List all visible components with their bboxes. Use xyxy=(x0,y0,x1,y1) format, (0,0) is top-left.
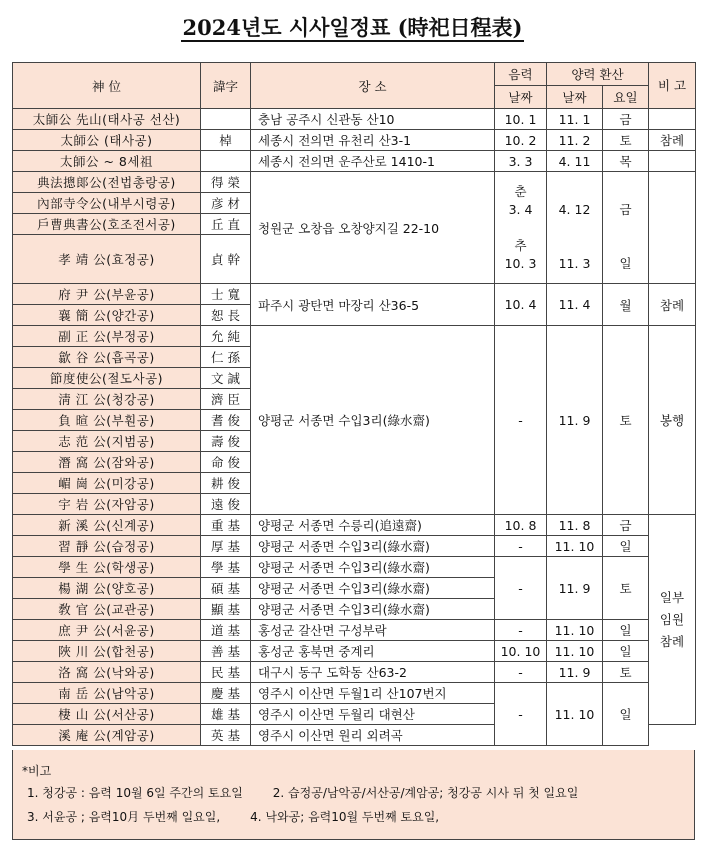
hwi-cell: 仁 孫 xyxy=(201,347,251,368)
place-cell: 영주시 이산면 두월1리 산107번지 xyxy=(251,683,495,704)
lunar-cell: 10. 1 xyxy=(495,109,547,130)
shinwi-cell: 學 生 公(학생공) xyxy=(13,557,201,578)
table-row xyxy=(13,109,696,130)
spring-solar: 4. 12 xyxy=(558,201,591,217)
lunar-cell: - xyxy=(495,662,547,683)
hwi-cell: 厚 基 xyxy=(201,536,251,557)
note-2: 2. 습정공/남악공/서산공/계암공; 청강공 시사 뒤 첫 일요일 xyxy=(272,786,579,800)
place-cell: 양평군 서종면 수입3리(綠水齋) xyxy=(251,599,495,620)
hwi-cell: 士 寬 xyxy=(201,284,251,305)
note-4: 4. 낙와공; 음력10월 두번째 토요일, xyxy=(250,810,440,824)
weekday-cell: 일 xyxy=(603,683,649,746)
lunar-cell: 3. 3 xyxy=(495,151,547,172)
shinwi-cell: 太師公 先山(태사공 선산) xyxy=(13,109,201,130)
solar-cell: 11. 9 xyxy=(547,557,603,620)
solar-cell: 11. 10 xyxy=(547,620,603,641)
hwi-cell: 善 基 xyxy=(201,641,251,662)
table-row xyxy=(13,284,696,305)
hwi-cell: 重 基 xyxy=(201,515,251,536)
hwi-cell: 丘 直 xyxy=(201,214,251,235)
shinwi-cell: 襄 簡 公(양간공) xyxy=(13,305,201,326)
hwi-cell: 民 基 xyxy=(201,662,251,683)
hwi-cell: 遠 俊 xyxy=(201,494,251,515)
note-cell: 참례 xyxy=(649,130,696,151)
autumn-day: 일 xyxy=(619,255,632,271)
place-cell: 홍성군 홍북면 중계리 xyxy=(251,641,495,662)
place-cell: 홍성군 갈산면 구성부락 xyxy=(251,620,495,641)
solar-cell: 11. 10 xyxy=(547,536,603,557)
note-cell xyxy=(649,109,696,130)
solar-cell xyxy=(547,172,603,284)
lunar-cell: - xyxy=(495,620,547,641)
shinwi-cell: 習 靜 公(습정공) xyxy=(13,536,201,557)
note-line: 임원 xyxy=(659,611,685,627)
solar-cell: 11. 1 xyxy=(547,109,603,130)
table-row xyxy=(13,151,696,172)
shinwi-cell: 庶 尹 公(서윤공) xyxy=(13,620,201,641)
place-cell: 파주시 광탄면 마장리 산36-5 xyxy=(251,284,495,326)
shinwi-cell: 潛 窩 公(잠와공) xyxy=(13,452,201,473)
hwi-cell: 顯 基 xyxy=(201,599,251,620)
hwi-cell: 允 純 xyxy=(201,326,251,347)
col-lunar-date: 날짜 xyxy=(495,86,547,109)
table-row xyxy=(13,683,696,704)
shinwi-cell: 歙 谷 公(흡곡공) xyxy=(13,347,201,368)
col-note: 비 고 xyxy=(649,63,696,109)
note-cell: 봉행 xyxy=(649,326,696,515)
table-row xyxy=(13,662,696,683)
shinwi-cell: 孝 靖 公(효정공) xyxy=(13,235,201,284)
shinwi-cell: 內部寺令公(내부시령공) xyxy=(13,193,201,214)
solar-cell: 4. 11 xyxy=(547,151,603,172)
hwi-cell xyxy=(201,109,251,130)
table-row xyxy=(13,172,696,193)
schedule-table xyxy=(12,62,696,746)
col-solar: 양력 환산 xyxy=(547,63,649,86)
shinwi-cell: 戶曹典書公(호조전서공) xyxy=(13,214,201,235)
hwi-cell: 貞 幹 xyxy=(201,235,251,284)
lunar-cell: 10. 2 xyxy=(495,130,547,151)
table-row xyxy=(13,536,696,557)
shinwi-cell: 溪 庵 公(계암공) xyxy=(13,725,201,746)
hwi-cell: 恕 長 xyxy=(201,305,251,326)
lunar-cell: 10. 10 xyxy=(495,641,547,662)
solar-cell: 11. 8 xyxy=(547,515,603,536)
hwi-cell: 道 基 xyxy=(201,620,251,641)
hwi-cell: 耆 俊 xyxy=(201,410,251,431)
shinwi-cell: 南 岳 公(남악공) xyxy=(13,683,201,704)
shinwi-cell: 楊 湖 公(양호공) xyxy=(13,578,201,599)
place-cell: 양평군 서종면 수입3리(綠水齋) xyxy=(251,536,495,557)
note-line: 참례 xyxy=(659,633,685,649)
table-row xyxy=(13,641,696,662)
shinwi-cell: 典法摠郞公(전법총랑공) xyxy=(13,172,201,193)
weekday-cell xyxy=(603,172,649,284)
hwi-cell: 棹 xyxy=(201,130,251,151)
hwi-cell: 學 基 xyxy=(201,557,251,578)
shinwi-cell: 太師公 ~ 8세祖 xyxy=(13,151,201,172)
weekday-cell: 토 xyxy=(603,130,649,151)
note-cell xyxy=(649,151,696,172)
shinwi-cell: 嵋 崗 公(미강공) xyxy=(13,473,201,494)
note-1: 1. 청강공 : 음력 10월 6일 주간의 토요일 xyxy=(27,786,243,800)
note-line: 일부 xyxy=(659,589,685,605)
col-shinwi: 神 位 xyxy=(13,63,201,109)
place-cell: 대구시 동구 도학동 산63-2 xyxy=(251,662,495,683)
hwi-cell: 碩 基 xyxy=(201,578,251,599)
table-row xyxy=(13,557,696,578)
place-cell: 세종시 전의면 유천리 산3-1 xyxy=(251,130,495,151)
shinwi-cell: 敎 官 公(교관공) xyxy=(13,599,201,620)
notes-title: *비고 xyxy=(22,764,52,778)
solar-cell: 11. 10 xyxy=(547,641,603,662)
weekday-cell: 일 xyxy=(603,641,649,662)
hwi-cell: 雄 基 xyxy=(201,704,251,725)
hwi-cell: 命 俊 xyxy=(201,452,251,473)
table-row xyxy=(13,130,696,151)
shinwi-cell: 志 范 公(지범공) xyxy=(13,431,201,452)
autumn-solar: 11. 3 xyxy=(558,255,591,271)
place-cell: 영주시 이산면 두월리 대현산 xyxy=(251,704,495,725)
weekday-cell: 토 xyxy=(603,557,649,620)
shinwi-cell: 副 正 公(부정공) xyxy=(13,326,201,347)
hwi-cell: 濟 臣 xyxy=(201,389,251,410)
place-cell: 양평군 서종면 수입3리(綠水齋) xyxy=(251,326,495,515)
shinwi-cell: 洛 窩 公(낙와공) xyxy=(13,662,201,683)
notes-section xyxy=(12,750,695,840)
hwi-cell: 耕 俊 xyxy=(201,473,251,494)
hwi-cell: 彦 材 xyxy=(201,193,251,214)
shinwi-cell: 陜 川 公(합천공) xyxy=(13,641,201,662)
weekday-cell: 금 xyxy=(603,109,649,130)
solar-cell: 11. 9 xyxy=(547,662,603,683)
hwi-cell: 慶 基 xyxy=(201,683,251,704)
place-cell: 청원군 오창읍 오창양지길 22-10 xyxy=(251,172,495,284)
col-place: 장 소 xyxy=(251,63,495,109)
note-cell xyxy=(649,515,696,725)
weekday-cell: 토 xyxy=(603,662,649,683)
page-title: 2024년도 시사일정표 (時祀日程表) xyxy=(182,15,523,40)
col-weekday: 요일 xyxy=(603,86,649,109)
hwi-cell: 壽 俊 xyxy=(201,431,251,452)
hwi-cell: 英 基 xyxy=(201,725,251,746)
notes-row-2 xyxy=(27,808,439,825)
lunar-cell: - xyxy=(495,683,547,746)
shinwi-cell: 負 暄 公(부훤공) xyxy=(13,410,201,431)
weekday-cell: 금 xyxy=(603,515,649,536)
spring-label: 춘 xyxy=(514,183,527,199)
table-row xyxy=(13,326,696,347)
shinwi-cell: 節度使公(절도사공) xyxy=(13,368,201,389)
lunar-cell: - xyxy=(495,326,547,515)
solar-cell: 11. 9 xyxy=(547,326,603,515)
col-solar-date: 날짜 xyxy=(547,86,603,109)
hwi-cell: 文 誠 xyxy=(201,368,251,389)
notes-row-1 xyxy=(27,784,578,801)
shinwi-cell: 太師公 (태사공) xyxy=(13,130,201,151)
weekday-cell: 토 xyxy=(603,326,649,515)
lunar-cell: 10. 8 xyxy=(495,515,547,536)
header-row xyxy=(13,63,696,86)
lunar-cell: 10. 4 xyxy=(495,284,547,326)
place-cell: 양평군 서종면 수입3리(綠水齋) xyxy=(251,578,495,599)
hwi-cell: 得 榮 xyxy=(201,172,251,193)
shinwi-cell: 淸 江 公(청강공) xyxy=(13,389,201,410)
weekday-cell: 목 xyxy=(603,151,649,172)
col-lunar: 음력 xyxy=(495,63,547,86)
solar-cell: 11. 2 xyxy=(547,130,603,151)
table-row xyxy=(13,515,696,536)
spring-day: 금 xyxy=(619,201,632,217)
shinwi-cell: 府 尹 公(부윤공) xyxy=(13,284,201,305)
lunar-cell: - xyxy=(495,536,547,557)
solar-cell: 11. 4 xyxy=(547,284,603,326)
shinwi-cell: 宇 岩 公(자암공) xyxy=(13,494,201,515)
col-hwi: 諱字 xyxy=(201,63,251,109)
place-cell: 양평군 서종면 수릉리(追遠齋) xyxy=(251,515,495,536)
weekday-cell: 일 xyxy=(603,620,649,641)
solar-cell: 11. 10 xyxy=(547,683,603,746)
note-cell xyxy=(649,172,696,284)
lunar-cell xyxy=(495,172,547,284)
hwi-cell xyxy=(201,151,251,172)
table-row xyxy=(13,620,696,641)
place-cell: 영주시 이산면 원리 외려곡 xyxy=(251,725,495,746)
place-cell: 세종시 전의면 운주산로 1410-1 xyxy=(251,151,495,172)
weekday-cell: 일 xyxy=(603,536,649,557)
note-cell: 참례 xyxy=(649,284,696,326)
note-3: 3. 서윤공 ; 음력10月 두번째 일요일, xyxy=(27,810,221,824)
lunar-cell: - xyxy=(495,557,547,620)
autumn-lunar: 10. 3 xyxy=(504,255,537,271)
shinwi-cell: 棲 山 公(서산공) xyxy=(13,704,201,725)
spring-lunar: 3. 4 xyxy=(508,201,533,217)
place-cell: 양평군 서종면 수입3리(綠水齋) xyxy=(251,557,495,578)
shinwi-cell: 新 溪 公(신계공) xyxy=(13,515,201,536)
place-cell: 충남 공주시 신관동 산10 xyxy=(251,109,495,130)
weekday-cell: 월 xyxy=(603,284,649,326)
autumn-label: 추 xyxy=(514,237,527,253)
